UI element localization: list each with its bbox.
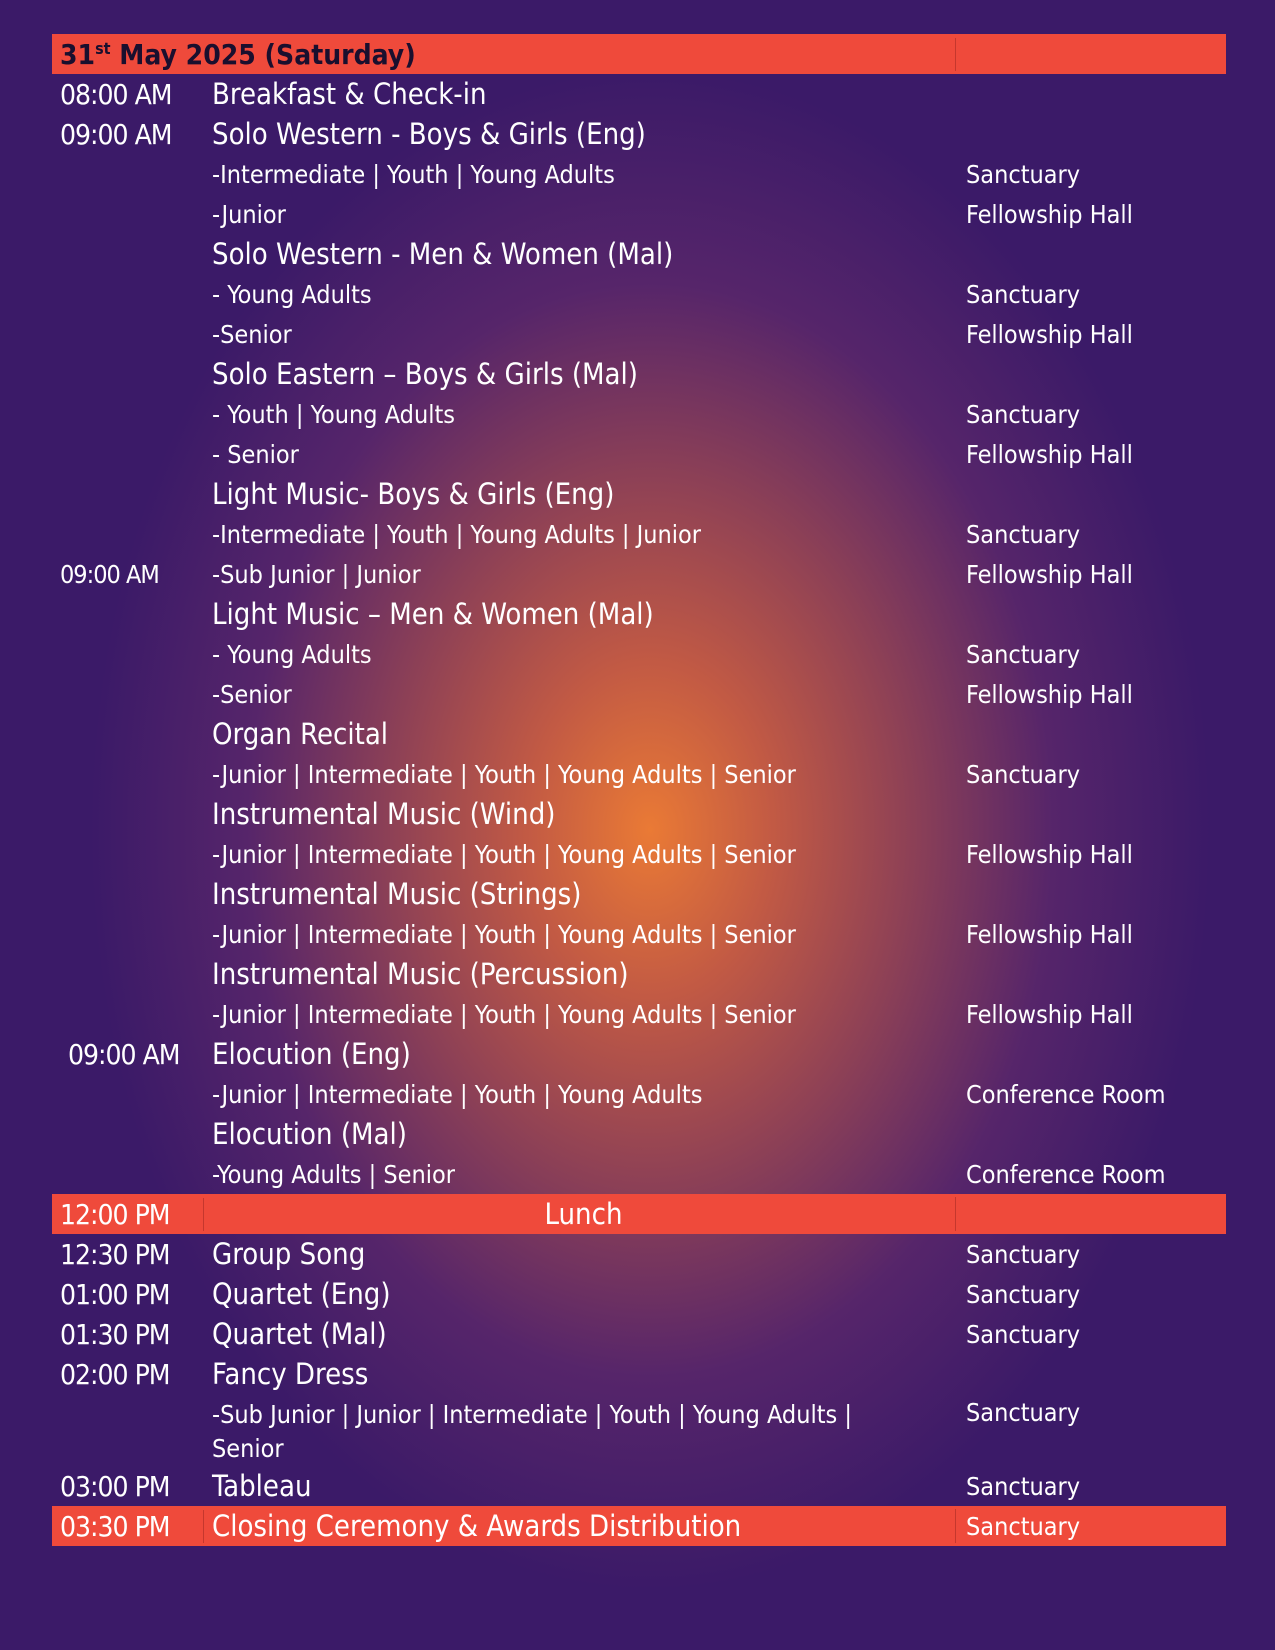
event-title: Organ Recital bbox=[212, 717, 389, 751]
schedule-row bbox=[52, 794, 1226, 834]
time-cell: 02:00 PM bbox=[60, 1357, 170, 1391]
category-row bbox=[52, 834, 1226, 874]
date-header-row bbox=[52, 34, 1226, 74]
category-text: - Youth | Young Adults bbox=[212, 399, 455, 429]
category-row bbox=[52, 634, 1226, 674]
venue-cell: Fellowship Hall bbox=[966, 319, 1133, 349]
schedule-row bbox=[52, 1466, 1226, 1506]
category-text: -Senior bbox=[212, 679, 292, 709]
time-cell: 09:00 AM bbox=[60, 117, 172, 151]
closing-row bbox=[52, 1506, 1226, 1546]
category-row bbox=[52, 754, 1226, 794]
venue-cell: Sanctuary bbox=[966, 1511, 1081, 1541]
lunch-row bbox=[52, 1194, 1226, 1234]
event-title: Instrumental Music (Strings) bbox=[212, 877, 582, 911]
category-text: -Young Adults | Senior bbox=[212, 1159, 456, 1189]
time-cell: 12:00 PM bbox=[52, 1198, 204, 1231]
venue-cell: Fellowship Hall bbox=[966, 999, 1133, 1029]
venue-cell: Sanctuary bbox=[966, 279, 1081, 309]
schedule-row bbox=[52, 1234, 1226, 1274]
time-cell: 08:00 AM bbox=[60, 77, 172, 111]
category-row bbox=[52, 674, 1226, 714]
schedule-row bbox=[52, 714, 1226, 754]
event-title: Solo Eastern – Boys & Girls (Mal) bbox=[212, 357, 638, 391]
time-cell: 03:30 PM bbox=[52, 1510, 204, 1543]
schedule-table bbox=[52, 34, 1226, 1546]
schedule-row bbox=[52, 74, 1226, 114]
venue-cell: Sanctuary bbox=[966, 1398, 1081, 1427]
event-title: Light Music- Boys & Girls (Eng) bbox=[212, 477, 615, 511]
time-cell: 09:00 AM bbox=[60, 559, 159, 589]
venue-cell: Sanctuary bbox=[966, 1239, 1081, 1269]
event-title: Quartet (Mal) bbox=[212, 1317, 387, 1351]
category-text: -Junior | Intermediate | Youth | Young Adults | Senior bbox=[212, 759, 796, 789]
schedule-row bbox=[52, 354, 1226, 394]
event-title: Solo Western - Boys & Girls (Eng) bbox=[212, 117, 646, 151]
schedule-row bbox=[52, 1274, 1226, 1314]
schedule-row bbox=[52, 1314, 1226, 1354]
event-title: Fancy Dress bbox=[212, 1357, 369, 1391]
venue-cell: Fellowship Hall bbox=[966, 199, 1133, 229]
time-cell: 01:00 PM bbox=[60, 1277, 170, 1311]
venue-cell: Fellowship Hall bbox=[966, 919, 1133, 949]
venue-cell: Sanctuary bbox=[966, 639, 1081, 669]
category-row bbox=[52, 194, 1226, 234]
schedule-row bbox=[52, 954, 1226, 994]
venue-cell: Sanctuary bbox=[966, 1319, 1081, 1349]
event-title: Light Music – Men & Women (Mal) bbox=[212, 597, 654, 631]
schedule-row bbox=[52, 1034, 1226, 1074]
category-row bbox=[52, 1074, 1226, 1114]
category-row bbox=[52, 314, 1226, 354]
category-text: -Sub Junior | Junior bbox=[212, 559, 421, 589]
category-row bbox=[52, 434, 1226, 474]
event-title: Instrumental Music (Wind) bbox=[212, 797, 556, 831]
event-title: Elocution (Eng) bbox=[212, 1037, 411, 1071]
time-cell: 12:30 PM bbox=[60, 1237, 170, 1271]
category-row bbox=[52, 154, 1226, 194]
event-title: Quartet (Eng) bbox=[212, 1277, 391, 1311]
category-row bbox=[52, 274, 1226, 314]
category-row bbox=[52, 1154, 1226, 1194]
venue-cell: Fellowship Hall bbox=[966, 679, 1133, 709]
date-rest: May 2025 (Saturday) bbox=[110, 37, 416, 71]
category-row bbox=[52, 914, 1226, 954]
schedule-row bbox=[52, 874, 1226, 914]
category-text: -Intermediate | Youth | Young Adults | Junior bbox=[212, 519, 702, 549]
category-text: -Junior | Intermediate | Youth | Young Adults bbox=[212, 1079, 703, 1109]
event-title: Elocution (Mal) bbox=[212, 1117, 407, 1151]
venue-cell: Fellowship Hall bbox=[966, 559, 1133, 589]
category-text: -Junior bbox=[212, 199, 286, 229]
category-text: - Young Adults bbox=[212, 279, 372, 309]
venue-cell: Sanctuary bbox=[966, 1279, 1081, 1309]
category-row bbox=[52, 394, 1226, 434]
venue-cell: Fellowship Hall bbox=[966, 439, 1133, 469]
event-title: Solo Western - Men & Women (Mal) bbox=[212, 237, 674, 271]
venue-cell: Sanctuary bbox=[966, 1471, 1081, 1501]
category-text: -Junior | Intermediate | Youth | Young Adults | Senior bbox=[212, 919, 796, 949]
event-title: Breakfast & Check-in bbox=[212, 77, 487, 111]
venue-cell: Sanctuary bbox=[966, 159, 1081, 189]
date-day: 31 bbox=[60, 37, 96, 71]
schedule-row bbox=[52, 1114, 1226, 1154]
category-text: - Senior bbox=[212, 439, 299, 469]
category-text: -Intermediate | Youth | Young Adults bbox=[212, 159, 615, 189]
category-text: -Sub Junior | Junior | Intermediate | Youth | Young Adults | Senior bbox=[212, 1400, 852, 1463]
event-title: Closing Ceremony & Awards Distribution bbox=[204, 1509, 956, 1543]
category-row bbox=[52, 994, 1226, 1034]
schedule-row bbox=[52, 474, 1226, 514]
venue-cell: Fellowship Hall bbox=[966, 839, 1133, 869]
schedule-row bbox=[52, 1354, 1226, 1394]
category-text: -Junior | Intermediate | Youth | Young Adults | Senior bbox=[212, 999, 796, 1029]
category-text: - Young Adults bbox=[212, 639, 372, 669]
venue-cell: Sanctuary bbox=[966, 399, 1081, 429]
schedule-row bbox=[52, 594, 1226, 634]
time-cell: 09:00 AM bbox=[68, 1037, 180, 1071]
category-row bbox=[52, 554, 1226, 594]
venue-cell: Conference Room bbox=[966, 1159, 1166, 1189]
venue-cell: Sanctuary bbox=[966, 519, 1081, 549]
event-title: Tableau bbox=[212, 1469, 312, 1503]
schedule-row bbox=[52, 114, 1226, 154]
category-text: -Junior | Intermediate | Youth | Young Adults | Senior bbox=[212, 839, 796, 869]
category-row bbox=[52, 514, 1226, 554]
venue-cell: Sanctuary bbox=[966, 759, 1081, 789]
category-row bbox=[52, 1394, 1226, 1466]
event-title: Instrumental Music (Percussion) bbox=[212, 957, 629, 991]
event-title: Group Song bbox=[212, 1237, 366, 1271]
time-cell: 01:30 PM bbox=[60, 1317, 170, 1351]
time-cell: 03:00 PM bbox=[60, 1469, 170, 1503]
schedule-row bbox=[52, 234, 1226, 274]
date-suffix: st bbox=[95, 38, 111, 58]
date-heading bbox=[52, 38, 956, 71]
category-text: -Senior bbox=[212, 319, 292, 349]
venue-cell: Conference Room bbox=[966, 1079, 1166, 1109]
lunch-label: Lunch bbox=[204, 1197, 956, 1231]
